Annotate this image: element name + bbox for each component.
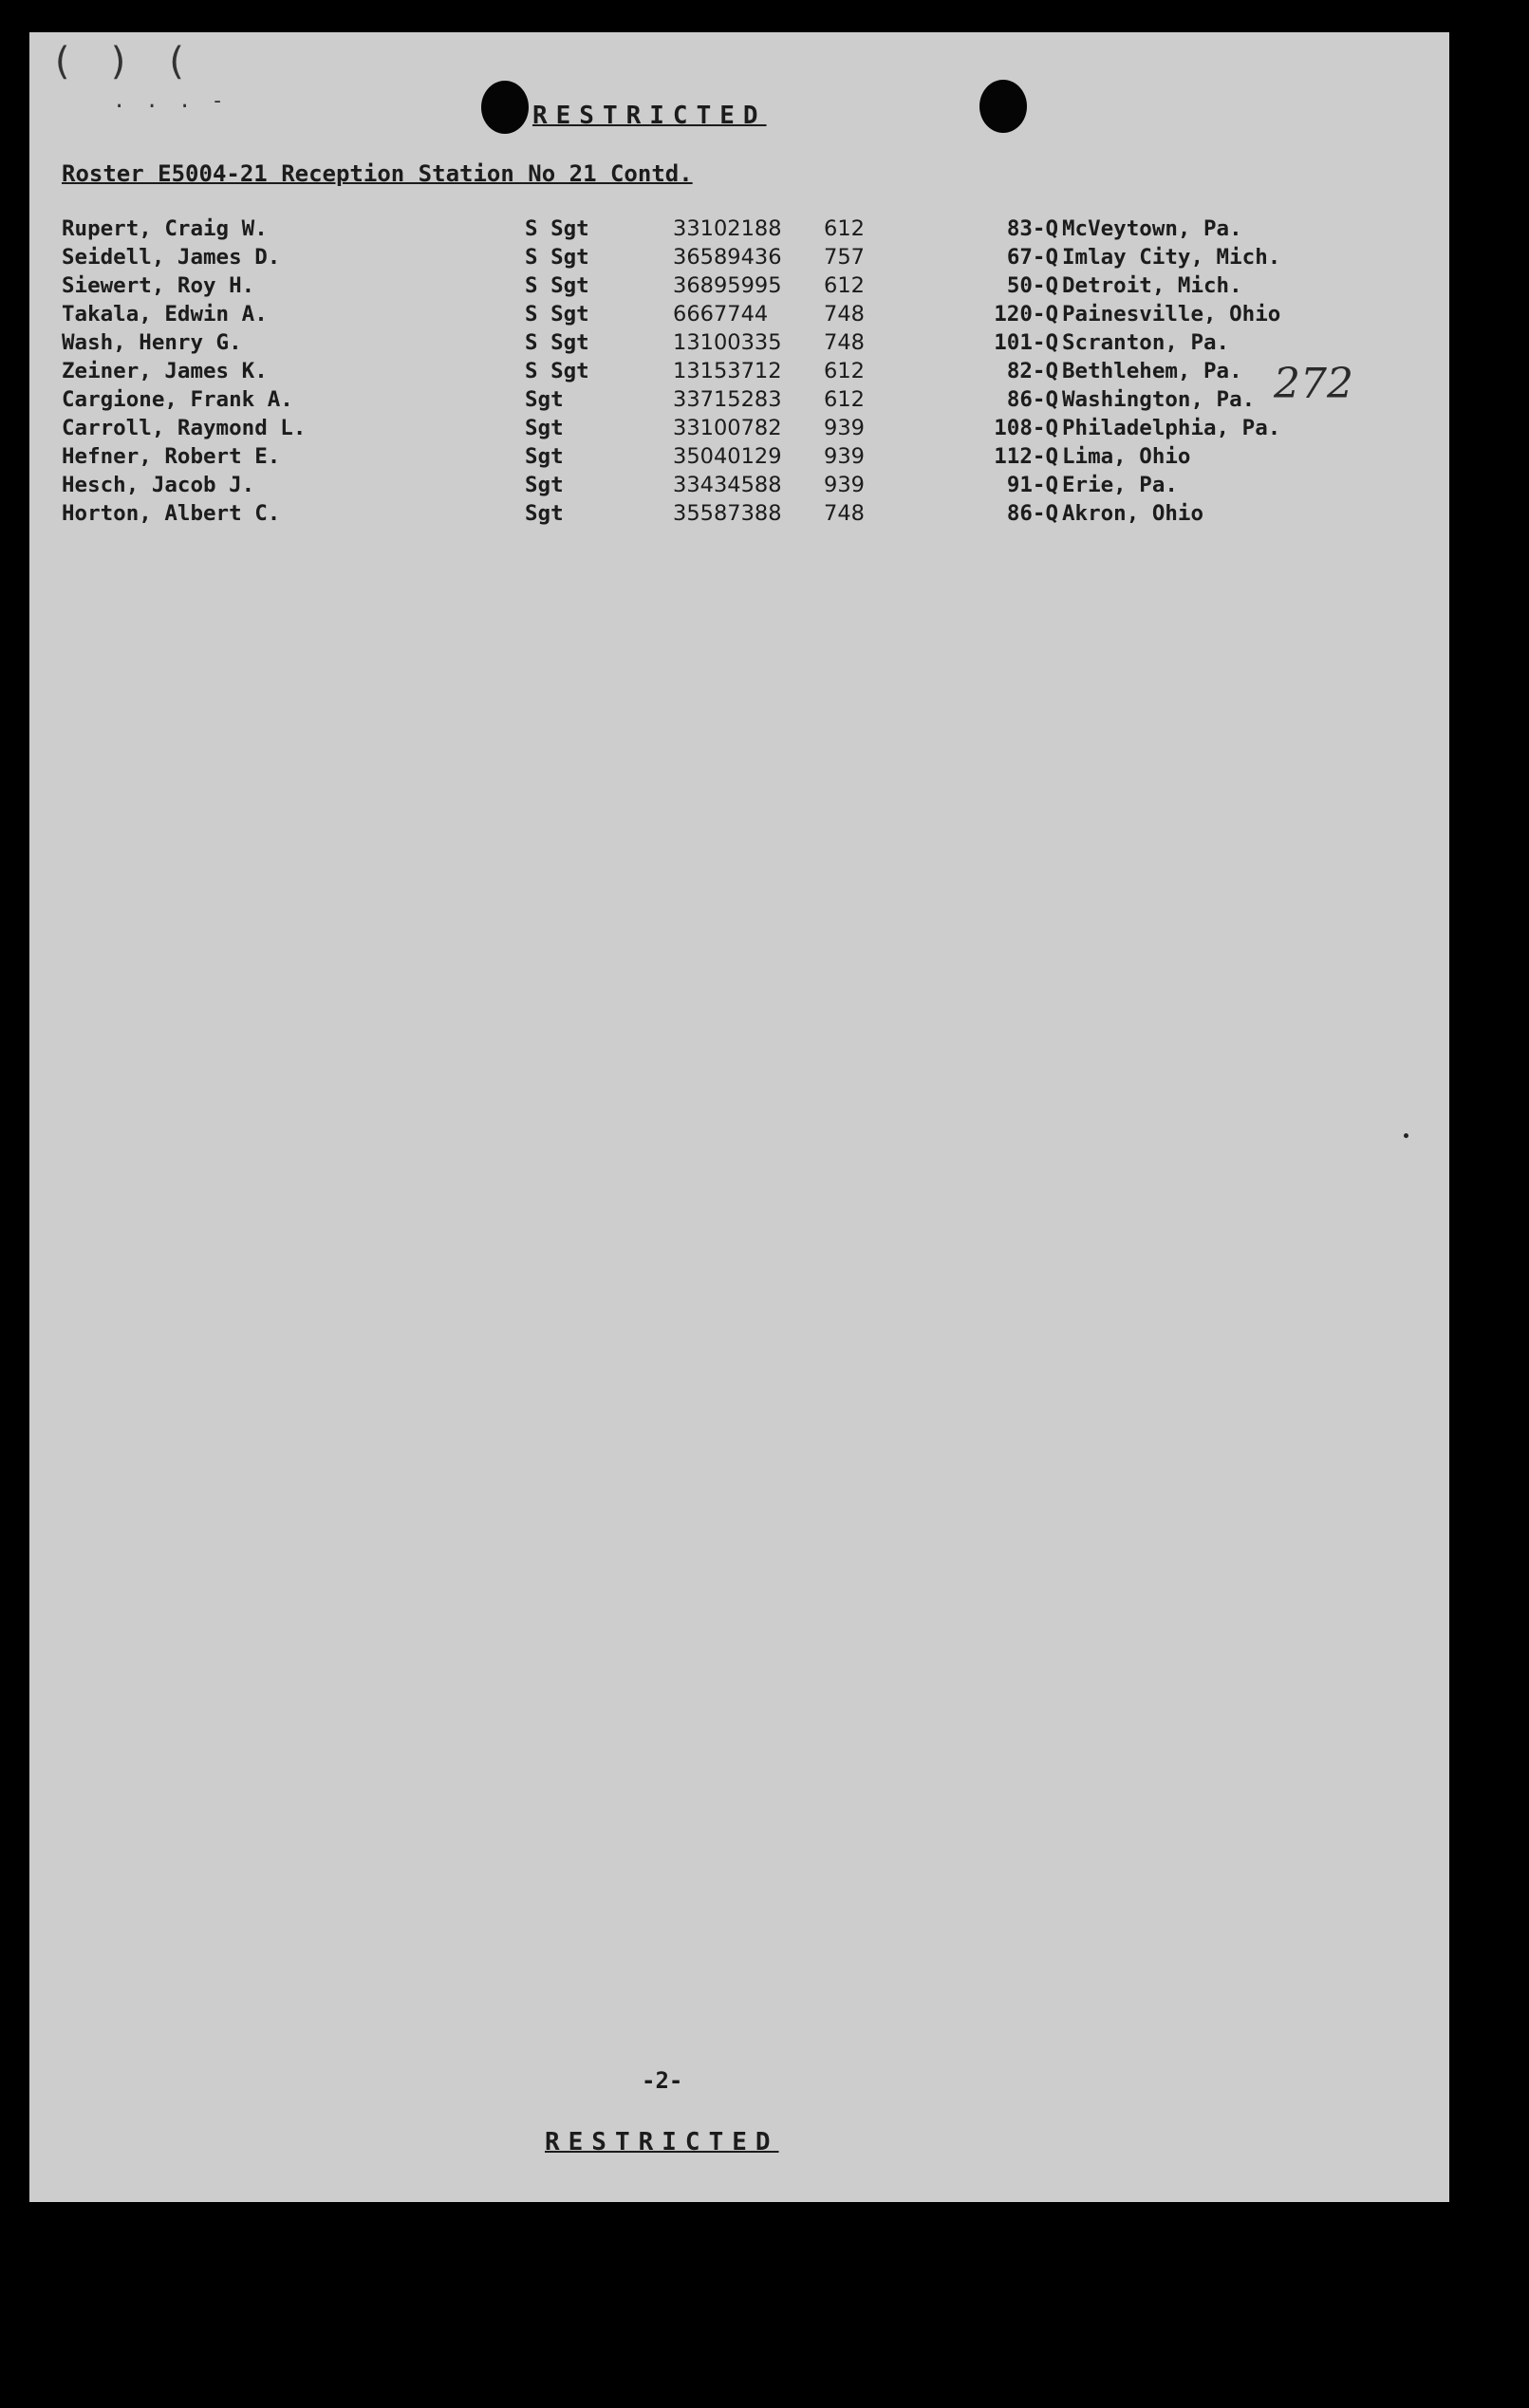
number-cell: 112-Q	[994, 444, 1058, 469]
code-cell: 612	[824, 359, 865, 383]
name-cell: Hefner, Robert E.	[62, 444, 281, 469]
code-cell: 939	[824, 416, 865, 440]
name-cell: Hesch, Jacob J.	[62, 473, 255, 497]
home-cell: Scranton, Pa.	[1062, 330, 1230, 355]
grade-cell: Sgt	[525, 416, 564, 440]
serial-cell: 33100782	[673, 416, 782, 440]
serial-cell: 36589436	[673, 245, 782, 270]
name-cell: Cargione, Frank A.	[62, 387, 293, 412]
page-number: -2-	[642, 2067, 683, 2094]
number-cell: 86-Q	[1006, 387, 1058, 412]
serial-cell: 33715283	[673, 387, 782, 412]
code-cell: 748	[824, 330, 865, 355]
code-cell: 939	[824, 444, 865, 469]
serial-cell: 13100335	[673, 330, 782, 355]
name-cell: Zeiner, James K.	[62, 359, 268, 383]
serial-cell: 33102188	[673, 216, 782, 241]
home-cell: Philadelphia, Pa.	[1062, 416, 1281, 440]
grade-cell: Sgt	[525, 501, 564, 526]
home-cell: Painesville, Ohio	[1062, 302, 1281, 327]
home-cell: Washington, Pa.	[1062, 387, 1256, 412]
grade-cell: Sgt	[525, 444, 564, 469]
grade-cell: Sgt	[525, 387, 564, 412]
serial-cell: 6667744	[673, 302, 769, 327]
number-cell: 120-Q	[994, 302, 1058, 327]
code-cell: 757	[824, 245, 865, 270]
name-cell: Takala, Edwin A.	[62, 302, 268, 327]
serial-cell: 35587388	[673, 501, 782, 526]
home-cell: Imlay City, Mich.	[1062, 245, 1281, 270]
grade-cell: S Sgt	[525, 273, 589, 298]
name-cell: Wash, Henry G.	[62, 330, 242, 355]
code-cell: 748	[824, 302, 865, 327]
roster-title: Roster E5004-21 Reception Station No 21 Contd.	[62, 160, 693, 187]
home-cell: McVeytown, Pa.	[1062, 216, 1242, 241]
code-cell: 612	[824, 273, 865, 298]
number-cell: 82-Q	[1006, 359, 1058, 383]
serial-cell: 33434588	[673, 473, 782, 497]
classification-header: RESTRICTED	[532, 102, 767, 130]
grade-cell: S Sgt	[525, 245, 589, 270]
number-cell: 86-Q	[1006, 501, 1058, 526]
grade-cell: S Sgt	[525, 216, 589, 241]
handwritten-page-number: 272	[1274, 360, 1353, 408]
home-cell: Akron, Ohio	[1062, 501, 1204, 526]
code-cell: 939	[824, 473, 865, 497]
home-cell: Detroit, Mich.	[1062, 273, 1242, 298]
punch-hole-left	[481, 81, 529, 134]
number-cell: 50-Q	[1006, 273, 1058, 298]
name-cell: Carroll, Raymond L.	[62, 416, 307, 440]
stray-dot	[1404, 1133, 1408, 1138]
home-cell: Bethlehem, Pa.	[1062, 359, 1242, 383]
document-page	[29, 32, 1449, 2202]
classification-footer: RESTRICTED	[545, 2128, 779, 2156]
code-cell: 612	[824, 387, 865, 412]
number-cell: 108-Q	[994, 416, 1058, 440]
serial-cell: 35040129	[673, 444, 782, 469]
number-cell: 91-Q	[1006, 473, 1058, 497]
punch-hole-right	[979, 80, 1027, 133]
code-cell: 748	[824, 501, 865, 526]
grade-cell: S Sgt	[525, 330, 589, 355]
grade-cell: S Sgt	[525, 302, 589, 327]
grade-cell: Sgt	[525, 473, 564, 497]
home-cell: Lima, Ohio	[1062, 444, 1191, 469]
name-cell: Seidell, James D.	[62, 245, 281, 270]
name-cell: Rupert, Craig W.	[62, 216, 268, 241]
corner-marks: ( ) (	[50, 40, 194, 84]
home-cell: Erie, Pa.	[1062, 473, 1178, 497]
serial-cell: 13153712	[673, 359, 782, 383]
name-cell: Siewert, Roy H.	[62, 273, 255, 298]
grade-cell: S Sgt	[525, 359, 589, 383]
number-cell: 101-Q	[994, 330, 1058, 355]
serial-cell: 36895995	[673, 273, 782, 298]
name-cell: Horton, Albert C.	[62, 501, 281, 526]
number-cell: 83-Q	[1006, 216, 1058, 241]
code-cell: 612	[824, 216, 865, 241]
number-cell: 67-Q	[1006, 245, 1058, 270]
stray-marks: . . . -	[113, 89, 228, 113]
